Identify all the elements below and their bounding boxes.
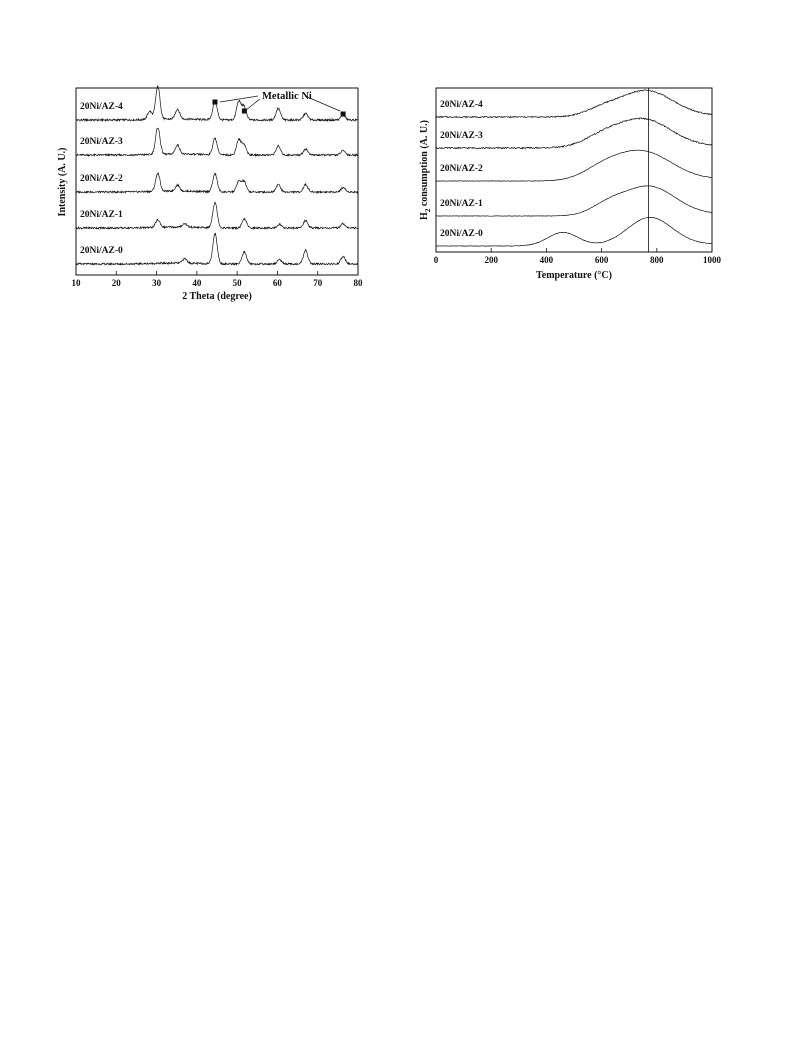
xrd-x-tick-label: 20: [111, 278, 121, 288]
xrd-series-label: 20Ni/AZ-4: [80, 102, 123, 112]
tpr-x-tick-label: 1000: [703, 255, 721, 265]
xrd-series-label: 20Ni/AZ-0: [80, 246, 123, 256]
tpr-x-tick-label: 400: [539, 255, 554, 265]
tpr-x-axis-label: Temperature (°C): [536, 270, 612, 281]
tpr-series-label: 20Ni/AZ-0: [440, 229, 483, 239]
tpr-series-label: 20Ni/AZ-1: [440, 199, 483, 209]
tpr-x-tick-label: 800: [650, 255, 664, 265]
metallic-ni-marker: [341, 112, 346, 117]
tpr-chart: [419, 88, 722, 281]
xrd-x-tick-label: 50: [232, 278, 242, 288]
xrd-x-tick-label: 60: [272, 278, 282, 288]
xrd-x-tick-label: 40: [192, 278, 202, 288]
xrd-x-tick-label: 30: [152, 278, 162, 288]
xrd-series-label: 20Ni/AZ-2: [80, 174, 123, 184]
tpr-x-tick-label: 0: [433, 255, 439, 265]
xrd-chart: [57, 86, 363, 302]
metallic-ni-marker: [212, 100, 217, 105]
tpr-x-tick-label: 200: [484, 255, 498, 265]
xrd-x-tick-label: 10: [71, 278, 81, 288]
tpr-y-axis-label: $H_2$ consumption (A. U.): [419, 120, 432, 220]
xrd-series-label: 20Ni/AZ-1: [80, 210, 123, 220]
xrd-annotation: Metallic Ni: [262, 91, 312, 102]
tpr-series-label: 20Ni/AZ-4: [440, 100, 483, 110]
annotation-leader-2: [246, 99, 260, 110]
xrd-x-tick-label: 80: [353, 278, 363, 288]
xrd-x-axis-label: 2 Theta (degree): [182, 291, 252, 302]
xrd-y-axis-label: Intensity (A. U.): [57, 147, 68, 217]
tpr-series-label: 20Ni/AZ-3: [440, 131, 483, 141]
metallic-ni-marker: [242, 109, 247, 114]
tpr-x-tick-label: 600: [594, 255, 609, 265]
xrd-series-label: 20Ni/AZ-3: [80, 137, 123, 147]
tpr-series-label: 20Ni/AZ-2: [440, 164, 483, 174]
annotation-leader-3: [305, 96, 340, 111]
xrd-x-tick-label: 70: [313, 278, 323, 288]
